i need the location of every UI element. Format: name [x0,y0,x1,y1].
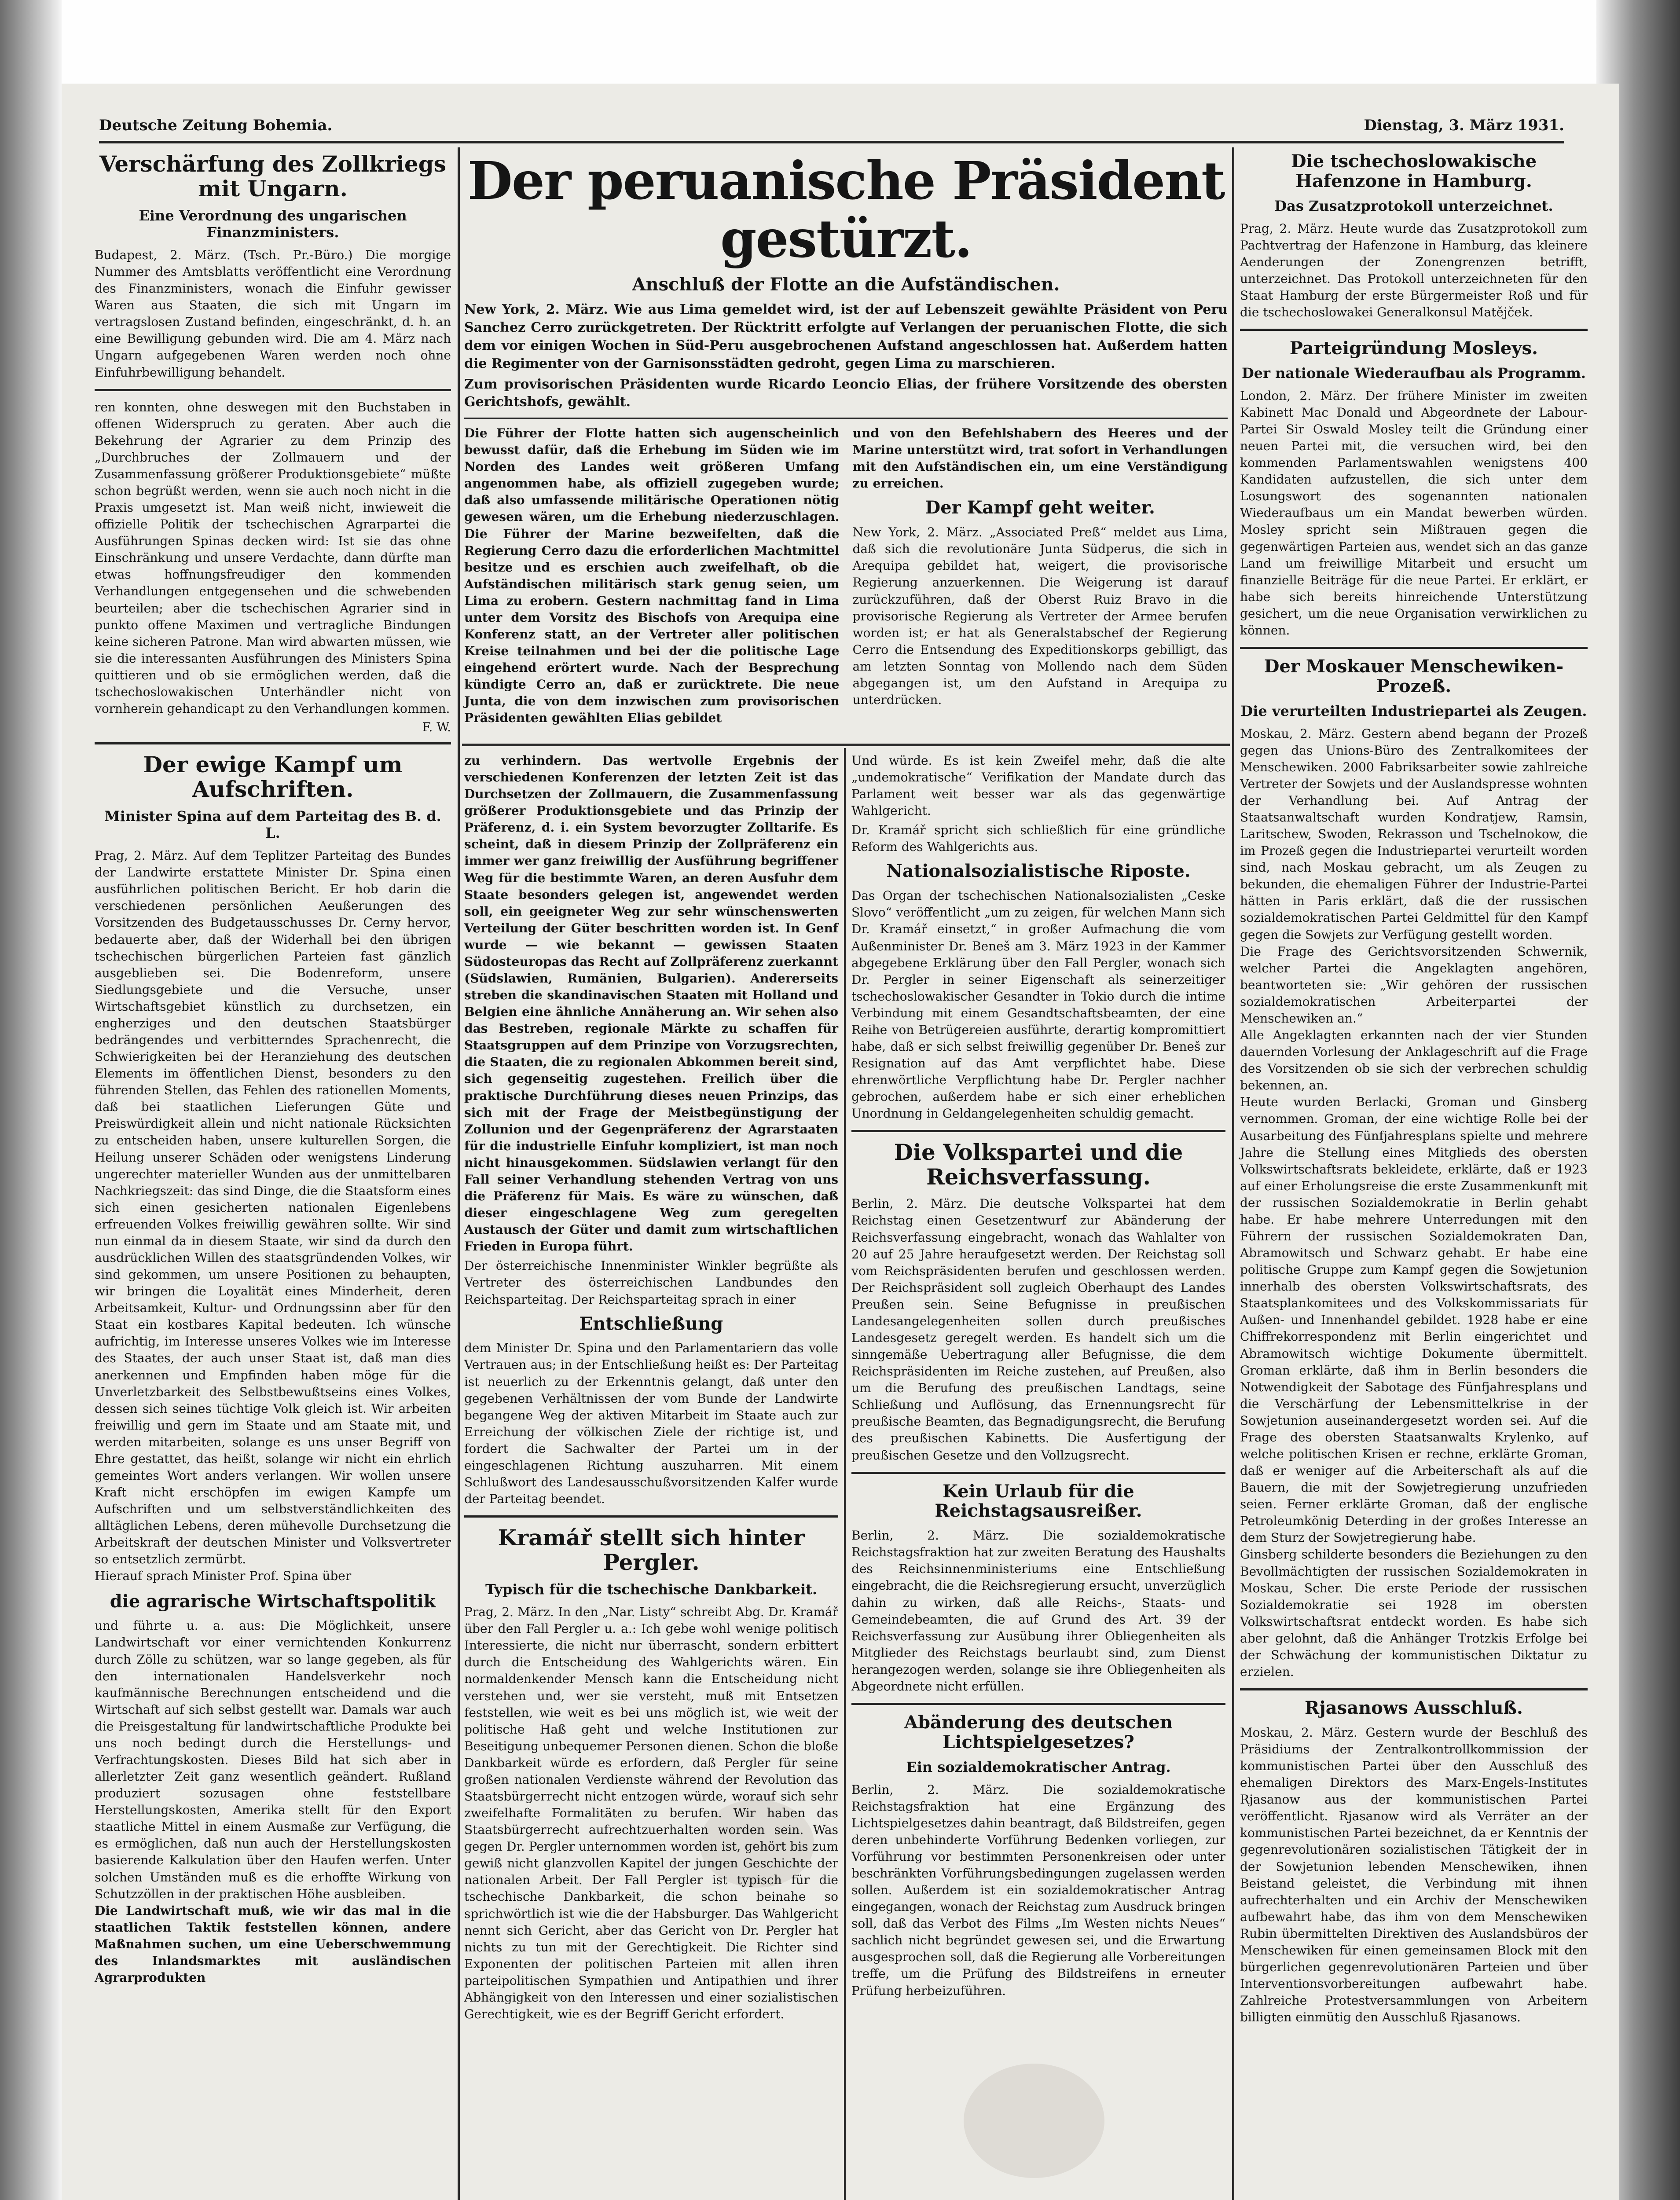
divider [1240,647,1588,649]
banner-column-1: Die Führer der Flotte hatten sich augenscheinlich bewusst dafür, daß die Erhebung im Süden wie im Norden des Landes weit größeren Umfang angenommen habe, als offiziell zugegeben wurde; daß also umfassende militärische Operationen nötig gewesen wären, um die Erhebung niederzuschlagen. Die Führer der Marine bezweifelten, daß die Regierung Cerro dazu die erforderlichen Machtmittel besitze und es erschien auch zweifelhaft, ob die Aufständischen militärisch stark genug seien, um Lima zu erobern. Gestern nachmittag fand in Lima unter dem Vorsitz des Bischofs von Arequipa eine Konferenz statt, an der Vertreter aller politischen Kreise teilnahmen und bei der die politische Lage eingehend erörtert wurde. Nach der Besprechung kündigte Cerro an, daß er zurücktrete. Die neue Junta, die von dem inzwischen zum provisorischen Präsidenten gewählten Elias gebildet [464,426,840,726]
column-rule [844,748,846,2200]
article-body: zu verhindern. Das wertvolle Ergebnis der verschiedenen Konferenzen der letzten Zeit ist das Durchsetzen der Zollmauern, die Zusammenfassung größerer Produktionsgebiete und das Prinzip der Präferenz, d. i. ein System bevorzugter Zolltarife. Es scheint, daß in diesem Prinzip der Zollpräferenz ein immer wer ganz freiwillig der Ausführung begriffener Weg für die bestimmte Waren, an deren Ausfuhr dem Staate besonders gelegen ist, angewendet werden soll, ein geeigneter Weg zur sehr wünschenswerten Verteilung der Güter beschritten worden ist. In Genf wurde — wie bekannt — gewissen Staaten Südosteuropas das Recht auf Zollpräferenz zuerkannt (Südslawien, Rumänien, Bulgarien). Andererseits streben die skandinavischen Staaten mit Holland und Belgien eine ähnliche Annäherung an. Wir sehen also das Bestreben, regionale Märkte zu schaffen für Staatsgruppen auf dem Prinzipe von Vorzugsrechten, die Staaten, die zu regionalen Abkommen bereit sind, sich gegenseitig zugestehen. Freilich über die praktische Durchführung dieses neuen Prinzips, das sich mit der Frage der Meistbegünstigung der Zollunion und der Gegenpräferenz der Agrarstaaten für die industrielle Einfuhr kompliziert, ist man noch nicht hinausgekommen. Südslawien verlangt für den Fall seiner Verhandlung stehenden Vertrag von uns die Präferenz für Mais. Es wäre zu wünschen, daß dieser eingeschlagene Weg zum geregelten Austausch der Güter und damit zum wirtschaftlichen Frieden in Europa führt. [464,753,838,1254]
divider [95,389,451,391]
subheadline: Der nationale Wiederaufbau als Programm. [1242,364,1586,381]
section-subhead: Der Kampf geht weiter. [925,497,1155,518]
headline: Rjasanows Ausschluß. [1305,1698,1523,1719]
banner-headline: Der peruanische Präsident gestürzt. [467,150,1225,270]
divider [464,1515,838,1518]
banner-rule [462,744,1230,746]
subheadline: Ein sozialdemokratischer Antrag. [906,1758,1171,1775]
divider [851,1703,1225,1705]
issue-date: Dienstag, 3. März 1931. [1364,117,1564,134]
article-body: Die Frage des Gerichtsvorsitzenden Schwernik, welcher Partei die Angeklagten angehören, beantworteten sie: „Wir gehören der russischen sozialdemokratischen Arbeiterpartei der Menschewiken an.“ [1240,944,1588,1026]
left-column [95,152,451,1986]
masthead-line [99,110,1564,143]
paper-name: Deutsche Zeitung Bohemia. [99,117,333,134]
headline: Kein Urlaub für die Reichstagsausreißer. [935,1481,1142,1522]
divider [851,1130,1225,1132]
banner-article [464,152,1228,727]
article-body: Budapest, 2. März. (Tsch. Pr.-Büro.) Die morgige Nummer des Amtsblatts veröffentlicht eine Verordnung des Finanzministers, wonach die Einfuhr gewisser Waren aus Staaten, die sich mit Ungarn im vertragslosen Zustand befinden, eingeschränkt, d. h. an eine Bewilligung gebunden wird. Die am 4. März nach Ungarn aufgegebenen Waren werden noch ohne Einfuhrbewilligung behandelt. [95,248,451,380]
article-body: dem Minister Dr. Spina und den Parlamentariern das volle Vertrauen aus; in der Entschließung heißt es: Der Parteitag ist neuerlich zu der Erkenntnis gelangt, daß unter den gegebenen Verhältnissen der vom Bunde der Landwirte begangene Weg der aktiven Mitarbeit im Staate auch zur Erreichung der völkischen Ziele der richtige ist, und fordert die Sachwalter der Partei um in der eingeschlagenen Richtung auszuharren. Mit einem Schlußwort des Landesausschußvorsitzenden Kalfer wurde der Parteitag beendet. [464,1341,838,1507]
author-signature: F. W. [422,720,451,735]
article-body: Die Landwirtschaft muß, wie wir das mal in die staatlichen Taktik feststellen können, andere Maßnahmen suchen, um eine Ueberschwemmung des Inlandsmarktes mit ausländischen Agrarprodukten [95,1903,451,1985]
banner-columns [464,425,1228,726]
divider [1240,329,1588,331]
article-body: Alle Angeklagten erkannten nach der vier Stunden dauernden Vorlesung der Anklageschrift auf die Frage des Vorsitzenden ob sie sich der verbrechen schuldig bekennen, an. [1240,1028,1588,1093]
article-body: und führte u. a. aus: Die Möglichkeit, unsere Landwirtschaft vor einer vernichtenden Konkurrenz durch Zölle zu schützen, war so lange gegeben, als für den internationalen Handelsverkehr noch kaufmännische Berechnungen entscheidend und die Wirtschaft auf sich selbst gestellt war. Damals war auch die Preisgestaltung für landwirtschaftliche Produkte bei uns noch bedingt durch die Herstellungs- und Verfrachtungskosten. Dieses Bild hat sich aber in allerletzter Zeit ganz wesentlich geändert. Rußland produziert sozusagen ohne feststellbare Herstellungskosten, Amerika stellt für den Export staatliche Mittel in einem Ausmaße zur Verfügung, die es ermöglichen, daß nun auch der Herstellungskosten basierende Kalkulation über den Haufen werfen. Unter solchen Umständen muß es die erhoffte Wirkung von Schutzzöllen in der praktischen Höhe ausbleiben. [95,1618,451,1901]
middle-right-column [851,752,1225,1999]
subheadline: Die verurteilten Industriepartei als Zeugen. [1240,702,1587,719]
article-body: Berlin, 2. März. Die deutsche Volkspartei hat dem Reichstag einen Gesetzentwurf zur Abänderung der Reichsverfassung eingebracht, wonach das Wahlalter von 20 auf 25 Jahre heraufgesetzt werden. Der Reichstag soll vom Reichspräsidenten berufen und geschlossen werden. Der Reichspräsident soll zugleich Oberhaupt des Landes Preußen sein. Seine Befugnisse in preußischen Landesangelegenheiten sollen durch preußisches Landesgesetz geregelt werden. Es handelt sich um die sinngemäße Uebertragung aller Befugnisse, die dem Reichspräsidenten im Reiche zustehen, auf Preußen, also um die Berufung des preußischen Landtags, seine Schließung und Auflösung, das Ernennungsrecht für preußische Beamten, das Begnadigungsrecht, die Berufung des preußischen Kabinetts. Die Ausfertigung der preußischen Gesetze und den Vollzugsrecht. [851,1196,1226,1463]
article-aufschriften [95,752,451,1986]
subheadline: Das Zusatzprotokoll unterzeichnet. [1274,197,1553,214]
section-subhead: Entschließung [579,1313,723,1334]
article-body: Berlin, 2. März. Die sozialdemokratische Reichstagsfraktion hat zur zweiten Beratung des Haushalts des Reichsinnenministeriums eine Entschließung eingebracht, die die Reichsregierung ersucht, unverzüglich dahin zu wirken, daß alle Reichs-, Staats- und Gemeindebeamten, die auf Grund des Art. 39 der Reichsverfassung zur Ausübung ihrer Obliegenheiten als Mitglieder des Reichstags beurlaubt sind, zum Dienst herangezogen werden, solange sie ihre Obliegenheiten als Abgeordnete nicht erfüllen. [851,1528,1225,1694]
article-body: Das Organ der tschechischen Nationalsozialisten „Ceske Slovo“ veröffentlicht „um zu zeigen, für welchen Mann sich Dr. Kramář einsetzt,“ in großer Aufmachung die vom Außenminister Dr. Beneš am 3. März 1923 in der Kammer abgegebene Erklärung über den Fall Pergler, wonach sich Dr. Pergler in seiner Eigenschaft als seinerzeitiger tschechoslowakischer Gesandter in Tokio durch die intime Verbindung mit einem Gesandtschaftsbeamten, der eine Reihe von Betrügereien ausführte, derartig kompromittiert habe, daß er sich selbst freiwillig gegenüber Dr. Beneš zur Resignation auf das Amt verpflichtet habe. Diese ehrenwörtliche Verpflichtung habe Dr. Pergler nachher gebrochen, außerdem habe er sich einer erheblichen Unordnung in Geldangelegenheiten schuldig gemacht. [851,888,1225,1121]
divider [95,742,451,744]
article-continuation: ren konnten, ohne deswegen mit den Buchstaben in offenen Widerspruch zu geraten. Aber auch die Bekehrung der Agrarier zu dem Prinzip des „Durchbruches der Zollmauern und der Zusammenfassung größerer Produktionsgebiete“ müßte schon begrüßt werden, wenn sie auch noch nicht in die Praxis umgesetzt ist. Man weiß nicht, inwieweit die offizielle Politik der tschechischen Agrarpartei die Ausführungen Spinas decken wird: Ist sie das ohne Einschränkung und unsere Verdachte, dann dürfte man etwas hoffnungsfreudiger den kommenden Verhandlungen entgegensehen und die schwebenden beurteilen; aber die tschechischen Agrarier sind in punkto offene Maximen und vertragliche Bindungen keine sicheren Patrone. Man wird abwarten müssen, wie sie die interessanten Ausführungen des Ministers Spina quittieren und ob sie ermöglichen werden, daß die tschechoslowakischen Unterhändler nicht von vornherein gehandicapt zu den Verhandlungen kommen. [95,400,451,716]
banner-column-2 [853,425,1228,726]
article-body: Moskau, 2. März. Gestern abend begann der Prozeß gegen das Unions-Büro des Zentralkomitees der Menschewiken. 2000 Fabriksarbeiter sowie zahlreiche Vertreter der Sowjets und der Auslandspresse wohnten der Verhandlung bei. Auf Antrag der Staatsanwaltschaft wurden Kondratjew, Ramsin, Laritschew, Swoden, Rekrasson und Tschelnokow, die im Prozeß gegen die Industriepartei verurteilt worden sind, nach Moskau gebracht, um als Zeugen zu bekunden, die ehemaligen Führer der Industrie-Partei hätten in Paris erklärt, daß die der russischen sozialdemokratischen Partei Geldmittel für den Kampf gegen die Sowjets zur Verfügung gestellt worden. [1240,726,1588,942]
divider [464,418,1228,419]
scan-shadow-left [0,0,62,2200]
subheadline: Typisch für die tschechische Dankbarkeit. [485,1581,817,1598]
right-column [1240,152,1588,2026]
section-subhead: die agrarische Wirtschaftspolitik [110,1591,436,1612]
article-zollkrieg [95,152,451,381]
subheadline: Minister Spina auf dem Parteitag des B. d. L. [104,808,441,842]
article-body: Prag, 2. März. Heute wurde das Zusatzprotokoll zum Pachtvertrag der Hafenzone in Hamburg, das kleinere Aenderungen der Zonengrenzen betrifft, unterzeichnet. Das Protokoll unterzeichneten für den Staat Hamburg der erste Bürgermeister Roß und für die tschechoslowakei Generalkonsul Matějček. [1240,221,1588,319]
article-body: Dr. Kramář spricht sich schließlich für eine gründliche Reform des Wahlgerichts aus. [851,823,1225,854]
headline: Die tschechoslowakische Hafenzone in Hamburg. [1291,151,1537,191]
headline: Verschärfung des Zollkriegs mit Ungarn. [99,151,446,202]
article-body: London, 2. März. Der frühere Minister im zweiten Kabinett Mac Donald und Abgeordnete der Labour-Partei Sir Oswald Mosley teilt die Gründung einer neuen Partei mit, die versuchen wird, bei den kommenden Parlamentswahlen wenigstens 400 Kandidaten aufzustellen, die sich unter dem Losungswort des sogenannten nationalen Wiederaufbaus um ein Mandat bewerben würden. Mosley spricht sein Mißtrauen gegen die gegenwärtigen Parteien aus, wendet sich an das ganze Land um freiwillige Mitarbeit und ersucht um finanzielle Beiträge für die neue Partei. Er erklärt, er habe sich bereits hinreichende Unterstützung gesichert, um die neue Organisation verwirklichen zu können. [1240,388,1588,638]
article-body: Heute wurden Berlacki, Groman und Ginsberg vernommen. Groman, der eine wichtige Rolle bei der Ausarbeitung des Fünfjahresplans spielte und mehrere Jahre die Stellung eines Mitglieds des obersten Volkswirtschaftsrats bekleidete, erklärte, daß er 1923 auf einer Erholungsreise die erste Zusammenkunft mit der russischen Sozialdemokratie in Berlin gehabt habe. Er habe mehrere Unterredungen mit den Führern der russischen Sozialdemokraten Dan, Abramowitsch und Schwarz gehabt. Er habe eine politische Gruppe zum Kampf gegen die Sowjetunion innerhalb des obersten Volkswirtschaftsrats, des Staatsplankomitees und des Volkskommissariats für Außen- und Innenhandel gebildet. 1928 habe er eine Chiffrekorrespondenz mit Berlin eingerichtet und Abramowitsch wichtige Dokumente übermittelt. Groman erklärte, daß ihm in Berlin besonders die Notwendigkeit der Sabotage des Fünfjahresplans und die Verschärfung der Lebensmittelkrise in der Sowjetunion auseinandergesetzt worden sei. Auf die Frage des obersten Staatsanwalts Krylenko, auf welche politischen Krisen er rechne, erklärte Groman, daß er weniger auf die Arbeiterschaft als auf die Bauern, die mit der Sowjetregierung unzufrieden seien. Ferner erklärte Groman, daß der englische Petroleumkönig Deterding in der großes Interesse an dem Sturz der Sowjetregierung habe. [1240,1095,1588,1545]
article-body: Berlin, 2. März. Die sozialdemokratische Reichstagsfraktion hat eine Ergänzung des Lichtspielgesetzes dahin beantragt, daß Bildstreifen, gegen deren unbehinderte Vorführung Bedenken vorliegen, zur Vorführung vor bestimmten Personenkreisen oder unter beschränkten Vorführungsbedingungen zugelassen werden sollen. Außerdem ist ein sozialdemokratischer Antrag eingegangen, wonach der Reichstag zum Ausdruck bringen soll, daß das Verbot des Films „Im Westen nichts Neues“ sachlich nicht begründet gewesen sei, und die Erwartung ausgesprochen soll, daß die Regierung alle Vorbereitungen treffe, um die Prüfung des Bildstreifens in erneuter Prüfung herbeizuführen. [851,1782,1225,1998]
divider [851,1472,1225,1474]
column-rule [458,147,460,2200]
headline: Die Volkspartei und die Reichsverfassung. [894,1139,1183,1190]
article-body: Prag, 2. März. Auf dem Teplitzer Parteitag des Bundes der Landwirte erstattete Minister Dr. Spina einen ausführlichen politischen Bericht. Er hob darin die verschiedenen persönlichen Aeußerungen des Vorsitzenden des Budgetausschusses Dr. Cerny hervor, bedauerte aber, daß der Widerhall bei den übrigen tschechischen bürgerlichen Parteien fast gänzlich ausgeblieben sei. Die Bodenreform, unsere Siedlungsgebiete und die Versuche, unser Wirtschaftsgebiet künstlich zu durchsetzen, ein engherziges und den deutschen Staatsbürger bedrängendes und verbitterndes Sprachenrecht, die Schwierigkeiten bei der Heranziehung des deutschen Elements im öffentlichen Dienst, besonders zu den führenden Stellen, das Fehlen des rationellen Moments, daß bei staatlichen Lieferungen Güte und Preiswürdigkeit allein und nicht nationale Rücksichten zu entscheiden haben, unsere kulturellen Sorgen, die Heilung unserer Schäden oder wenigstens Linderung ungerechter materieller Wunden aus der unmittelbaren Nachkriegszeit: das sind Dinge, die die Staatsform eines sich einen gesicherten nationalen Eigenlebens erfreuenden Volkes freiwillig gewähren sollte. Wir sind nun einmal da in diesem Staate, wir sind da durch den ausdrücklichen Willen des staatsgründenden Volkes, wir sind gekommen, um unsere Positionen zu behaupten, wir bringen die Loyalität eines Minderheit, deren Arbeitsamkeit, Kultur- und Ordnungssinn aber für den Staat ein kostbares Kapital bedeuten. Ich wünsche aufrichtig, im Interesse unseres Volkes wie im Interesse des Staates, der auch unser Staat ist, daß man dies anerkennen und Empfinden haben möge für die Unverletzbarkeit des Selbstbewußtseins eines Volkes, dessen sich seines tüchtige Volk gleich ist. Wir arbeiten freiwillig und gern im Staate und am Staate mit, und werden mitarbeiten, solange es uns unser Begriff von Ehre gestattet, das heißt, solange wir nicht ein ehrlich gemeintes Wort anders verlangen. Wir wollen unsere Kraft nicht erschöpfen im ewigen Kampfe um Aufschriften und um selbstverständlichkeiten des alltäglichen Lebens, deren mühevolle Durchsetzung die Arbeitskraft der deutschen Minister und Volksvertreter so entsetzlich zermürbt. [95,848,451,1567]
column-rule [1232,147,1234,2200]
article-body: Der österreichische Innenminister Winkler begrüßte als Vertreter des österreichischen Landbundes den Reichsparteitag. Der Reichsparteitag sprach in einer [464,1258,838,1307]
section-subhead: Nationalsozialistische Riposte. [886,861,1191,882]
article-body-end: Hierauf sprach Minister Prof. Spina über [95,1569,352,1584]
article-body: Prag, 2. März. In den „Nar. Listy“ schreibt Abg. Dr. Kramář über den Fall Pergler u. a.: Ich gebe wohl wenige politisch Interessierte, die nicht nur überrascht, sondern erbittert durch die Entscheidung des Wahlgerichts wären. Ein normaldenkender Mensch kann die Entscheidung nicht verstehen und, wer sie versteht, muß mit Entsetzen feststellen, wie weit es bei uns möglich ist, wie weit der politische Haß geht und welche Institutionen zur Beseitigung unbequemer Personen dienen. Schon die bloße Dankbarkeit würde es erfordern, daß Pergler für seine großen nationalen Verdienste während der Revolution das Staatsbürgerrecht nicht entzogen würde, worauf sich sehr zweifelhafte Formalitäten zu berufen. Wir haben das Staatsbürgerrecht aufrechtzuerhalten worden sein. Was gegen Dr. Pergler unternommen worden ist, gehört bis zum gewiß nicht glanzvollen Kapitel der jungen Geschichte der nationalen Arbeit. Der Fall Pergler ist typisch für die tschechische Dankbarkeit, die schon beinahe so sprichwörtlich ist wie die der Habsburger. Das Wahlgericht nennt sich Gericht, aber das Gericht von Dr. Pergler hat nichts zu tun mit der Gerechtigkeit. Die Richter sind Exponenten der politischen Parteien mit allen ihren parteipolitischen Sympathien und Antipathien und ihrer Abhängigkeit von den Interessen und einer sozialistischen Gerechtigkeit, wie es der Begriff Gericht erfordert. [464,1605,838,2022]
article-body: Und würde. Es ist kein Zweifel mehr, daß die alte „undemokratische“ Verifikation der Mandate durch das Parlament weit besser war als das gegenwärtige Wahlgericht. [851,753,1225,818]
divider [1240,1688,1588,1690]
headline: Der Moskauer Menschewiken-Prozeß. [1264,656,1564,697]
headline: Kramář stellt sich hinter Pergler. [498,1525,805,1576]
banner-column-text: New York, 2. März. „Associated Preß“ meldet aus Lima, daß sich die revolutionäre Junta Südperus, die sich in Arequipa gebildet hat, weigert, die provisorische Regierung anzuerkennen. Die Weigerung ist darauf zurückzuführen, daß der Oberst Ruiz Bravo in die provisorische Regierung als Vertreter der Armee berufen worden ist; er hat als Generalstabschef der Regierung Cerro die Entsendung des Expeditionskorps gebilligt, das am letzten Sonntag von Mollendo nach dem Süden abgegangen ist, um den Aufstand in Arequipa zu unterdrücken. [852,525,1228,707]
headline: Parteigründung Mosleys. [1289,338,1538,359]
headline: Der ewige Kampf um Aufschriften. [143,752,403,803]
article-body: Moskau, 2. März. Gestern wurde der Beschluß des Präsidiums der Zentralkontrollkommission der kommunistischen Partei über den Ausschluß des ehemaligen Direktors des Marx-Engels-Institutes Rjasanow aus der kommunistischen Partei veröffentlicht. Rjasanow wird als Verräter an der kommunistischen Partei bezeichnet, da er Kenntnis der gegenrevolutionären sozialistischen Tätigkeit der in der Sowjetunion lebenden Menschewiken, ihnen Beistand geleistet, die Verbindung mit ihnen aufrechterhalten und ein Archiv der Menschewiken aufbewahrt habe, das ihm von dem Menschewiken Rubin übermittelten Direktiven des Auslandsbüros der Menschewiken für einen gemeinsamen Block mit den bürgerlichen gegenrevolutionären Parteien und über Interventionsvorbereitungen aufbewahrt habe. Zahlreiche Protestversammlungen von Arbeitern billigten einmütig den Ausschluß Rjasanows. [1240,1725,1588,2025]
banner-lead-2: Zum provisorischen Präsidenten wurde Ricardo Leoncio Elias, der frühere Vorsitzende des obersten Gerichtshofs, gewählt. [464,376,1228,410]
article-body: Ginsberg schilderte besonders die Beziehungen zu den Bevollmächtigten der russischen Sozialdemokraten in Moskau, Scher. Die erste Periode der russischen Sozialdemokratie sei 1928 im obersten Volkswirtschaftsrat entdeckt worden. Es habe sich aber gelohnt, daß die Anhänger Trotzkis Erfolge bei der Schwächung der kommunistischen Diktatur zu erzielen. [1240,1547,1588,1679]
banner-lead: New York, 2. März. Wie aus Lima gemeldet wird, ist der auf Lebenszeit gewählte Präsident von Peru Sanchez Cerro zurückgetreten. Der Rücktritt erfolgte auf Verlangen der peruanischen Flotte, die sich dem vor einigen Wochen in Süd-Peru ausgebrochenen Aufstand angeschlossen hat. Außerdem hatten die Regimenter von der Garnisonsstädten gedroht, gegen Lima zu marschieren. [464,302,1228,371]
banner-column-text: und von den Befehlshabern des Heeres und der Marine unterstützt wird, trat sofort in Verhandlungen mit den Aufständischen ein, um eine Verständigung zu erreichen. [852,426,1228,491]
headline: Abänderung des deutschen Lichtspielgesetzes? [904,1712,1173,1753]
middle-left-column [464,752,838,2023]
paper-stain [964,2064,1104,2178]
banner-subheadline: Anschluß der Flotte an die Aufständischen. [632,274,1060,295]
subheadline: Eine Verordnung des ungarischen Finanzministers. [139,207,407,241]
